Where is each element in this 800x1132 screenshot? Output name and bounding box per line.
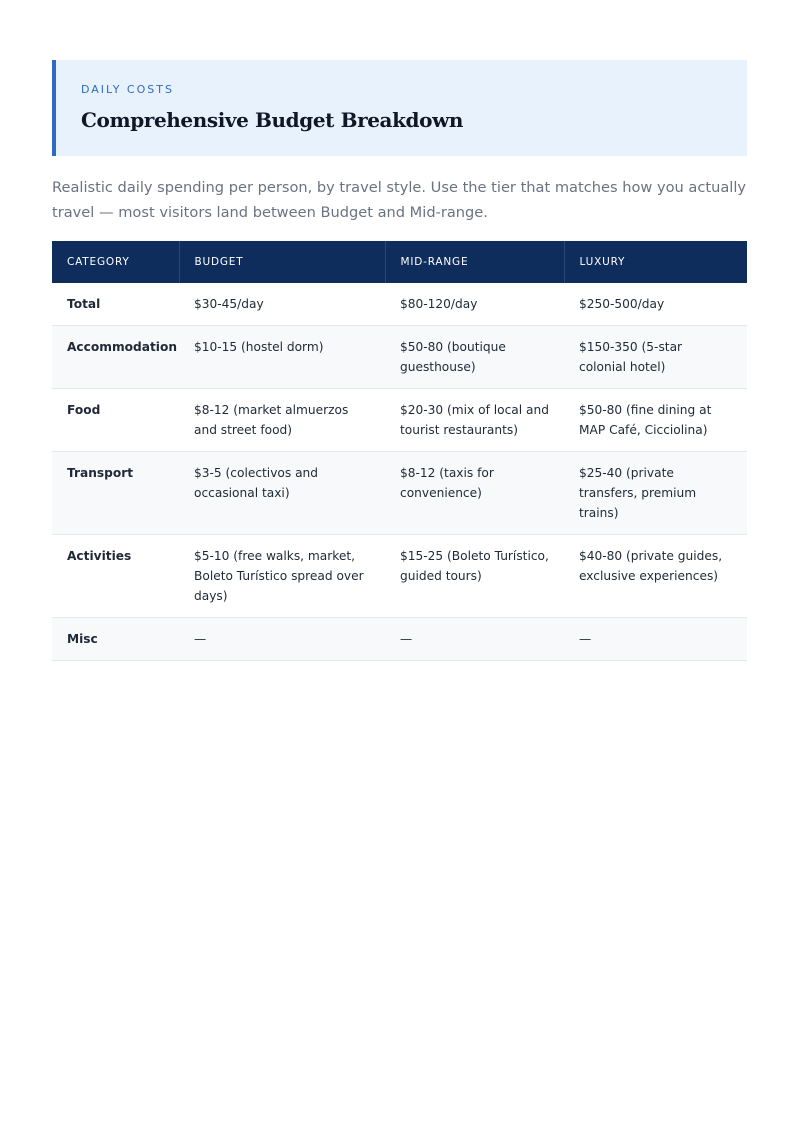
- mid-range-cell: $8-12 (taxis for convenience): [385, 452, 564, 535]
- header-row: [52, 241, 747, 283]
- table-row: [52, 326, 747, 389]
- header-luxury: LUXURY: [564, 241, 747, 283]
- mid-range-cell: —: [385, 618, 564, 661]
- row-category: Activities: [52, 535, 179, 618]
- luxury-cell: $250-500/day: [564, 283, 747, 326]
- header-budget: BUDGET: [179, 241, 385, 283]
- section-title: Comprehensive Budget Breakdown: [81, 108, 464, 132]
- budget-table: [52, 241, 747, 661]
- header-category: CATEGORY: [52, 241, 179, 283]
- luxury-cell: $40-80 (private guides, exclusive experiences): [564, 535, 747, 618]
- mid-range-cell: $15-25 (Boleto Turístico, guided tours): [385, 535, 564, 618]
- section-header-callout: [52, 60, 747, 156]
- luxury-cell: $25-40 (private transfers, premium trains): [564, 452, 747, 535]
- table-row: [52, 283, 747, 326]
- intro-paragraph: Realistic daily spending per person, by travel style. Use the tier that matches how you actually travel — most visitors land between Budget and Mid-range.: [52, 179, 747, 221]
- luxury-cell: $150-350 (5-star colonial hotel): [564, 326, 747, 389]
- budget-cell: $10-15 (hostel dorm): [179, 326, 385, 389]
- luxury-cell: $50-80 (fine dining at MAP Café, Cicciolina): [564, 389, 747, 452]
- section-eyebrow: DAILY COSTS: [81, 83, 174, 96]
- table-row: [52, 389, 747, 452]
- row-category: Accommodation: [52, 326, 179, 389]
- row-category: Misc: [52, 618, 179, 661]
- budget-cell: $8-12 (market almuerzos and street food): [179, 389, 385, 452]
- budget-cell: $5-10 (free walks, market, Boleto Turístico spread over days): [179, 535, 385, 618]
- budget-table-body: [52, 283, 747, 661]
- row-category: Food: [52, 389, 179, 452]
- luxury-cell: —: [564, 618, 747, 661]
- table-row: [52, 452, 747, 535]
- budget-cell: $3-5 (colectivos and occasional taxi): [179, 452, 385, 535]
- mid-range-cell: $50-80 (boutique guesthouse): [385, 326, 564, 389]
- budget-cell: —: [179, 618, 385, 661]
- table-row: [52, 535, 747, 618]
- mid-range-cell: $80-120/day: [385, 283, 564, 326]
- budget-cell: $30-45/day: [179, 283, 385, 326]
- row-category: Transport: [52, 452, 179, 535]
- mid-range-cell: $20-30 (mix of local and tourist restaurants): [385, 389, 564, 452]
- table-row: [52, 618, 747, 661]
- row-category: Total: [52, 283, 179, 326]
- header-mid-range: MID-RANGE: [385, 241, 564, 283]
- budget-table-header: [52, 241, 747, 283]
